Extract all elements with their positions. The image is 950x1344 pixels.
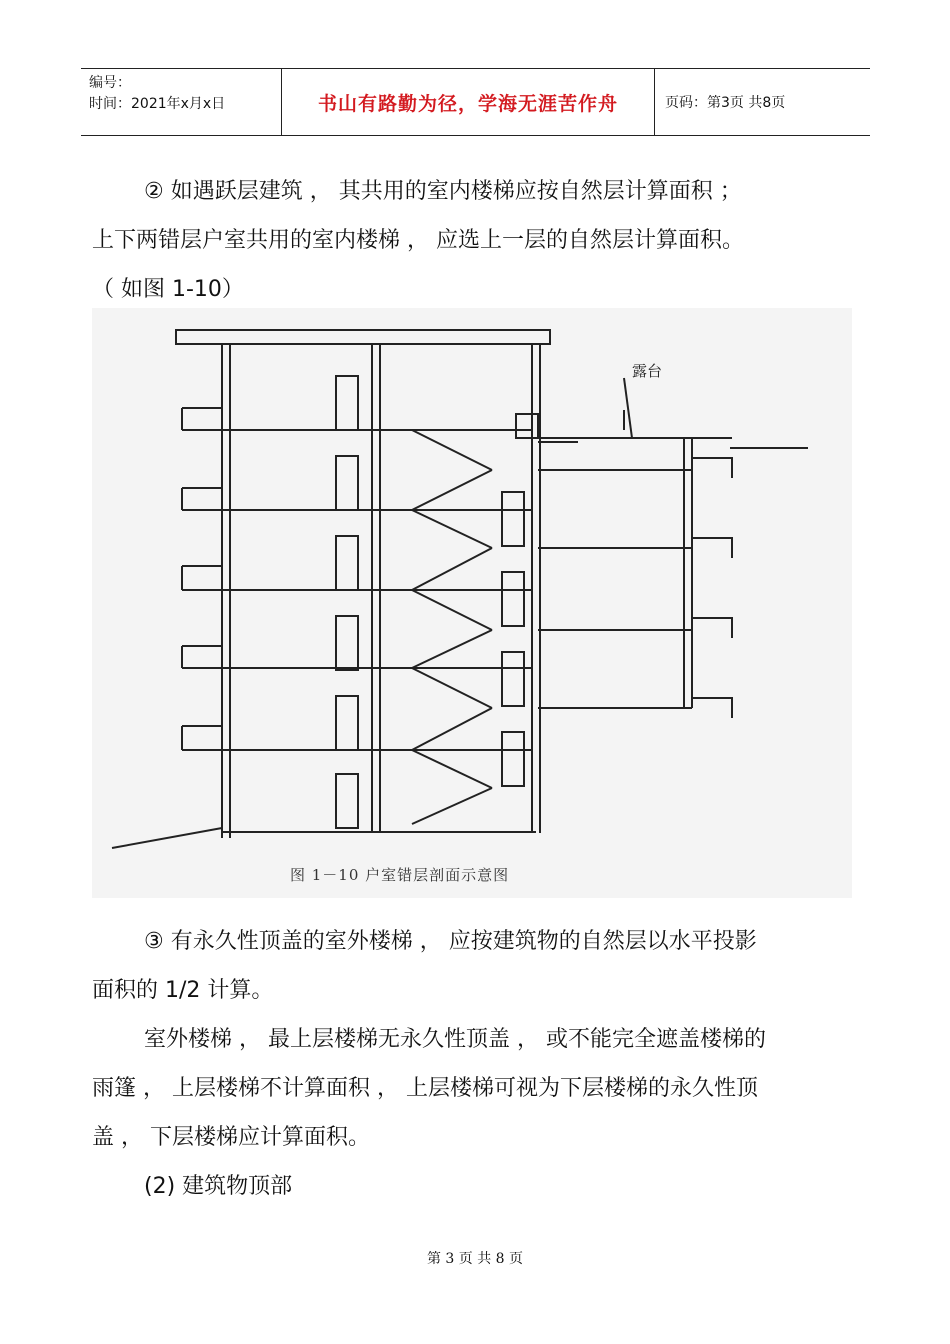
paragraph-3-line-1: 室外楼梯 ， 最上层楼梯无永久性顶盖 ， 或不能完全遮盖楼梯的 [144,1027,766,1052]
page-header [81,68,870,136]
paragraph-3-line-3: 盖 ， 下层楼梯应计算面积。 [92,1125,370,1150]
paragraph-1-line-3: （ 如图 1-10） [92,277,244,302]
figure-caption: 图 1－10 户室错层剖面示意图 [290,866,510,884]
paragraph-2-line-2: 面积的 1/2 计算。 [92,978,274,1003]
time-label: 时间：2021年x月x日 [89,96,226,112]
paragraph-1-line-1: ② 如遇跃层建筑 ， 其共用的室内楼梯应按自然层计算面积 ； [144,179,742,204]
header-motto: 书山有路勤为径，学海无涯苦作舟 [282,69,655,135]
terrace-label: 露台 [632,362,663,380]
section-drawing [92,308,852,898]
number-label: 编号： [89,75,131,91]
paragraph-2-line-1: ③ 有永久性顶盖的室外楼梯 ， 应按建筑物的自然层以水平投影 [144,929,757,954]
section-diagram [92,308,852,898]
header-page-label: 页码：第3页 共8页 [665,95,786,111]
paragraph-1-line-2: 上下两错层户室共用的室内楼梯 ， 应选上一层的自然层计算面积。 [92,228,744,253]
paragraph-3-line-2: 雨篷 ， 上层楼梯不计算面积 ， 上层楼梯可视为下层楼梯的永久性顶 [92,1076,758,1101]
header-meta [81,69,282,135]
paragraph-4-line-1: (2) 建筑物顶部 [144,1174,293,1199]
page-footer: 第 3 页 共 8 页 [426,1251,524,1267]
